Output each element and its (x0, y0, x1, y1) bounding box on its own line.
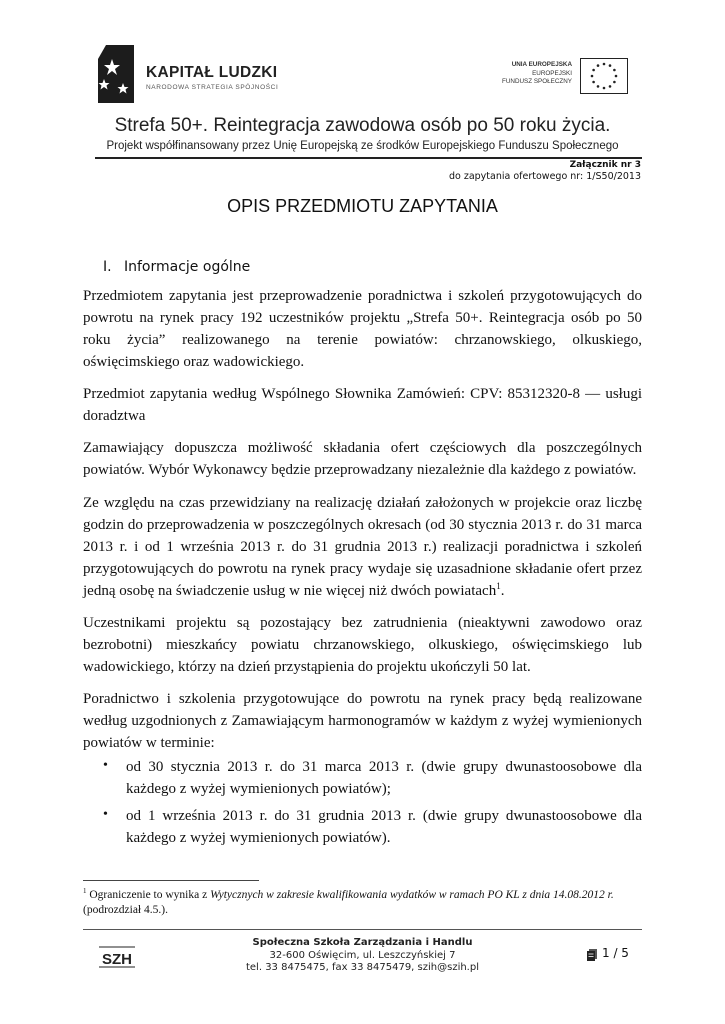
footnote-number: 1 (83, 887, 87, 895)
footnote (83, 884, 642, 918)
paragraph-participants: Uczestnikami projektu są pozostający bez zatrudnienia (nieaktywni zawodowo oraz bezrobotni) mieszkańcy powiatu chrzanowskiego, olkuskiego, oświęcimskiego lub wadowickiego, którzy na dzień przystąpienia do projektu ukończyli 50 lat. (83, 615, 642, 675)
document-title: OPIS PRZEDMIOTU ZAPYTANIA (227, 196, 498, 216)
page-number: 1 / 5 (602, 946, 629, 960)
eu-flag-icon (580, 58, 628, 94)
kapital-ludzki-title: KAPITAŁ LUDZKI (146, 64, 278, 81)
eu-line-3: FUNDUSZ SPOŁECZNY (502, 78, 572, 86)
bullet-icon: • (103, 807, 108, 822)
kapital-ludzki-subtitle: NARODOWA STRATEGIA SPÓJNOŚCI (146, 84, 279, 91)
footer-contact: tel. 33 8475475, fax 33 8475479, szih@szih.pl (245, 962, 479, 973)
bullet-item-2: od 1 września 2013 r. do 31 grudnia 2013 r. (dwie grupy dwunastoosobowe dla każdego z wyżej wymienionych powiatów). (126, 808, 642, 846)
header-divider (95, 157, 642, 159)
paragraph-timing-text: Ze względu na czas przewidziany na realizację działań założonych w projekcie oraz liczbę godzin do przeprowadzenia w poszczególnych okresach (od 30 stycznia 2013 r. do 31 marca 2013 r. i od 1 września 2013 r. do 31 grudnia 2013 r.) realizacji poradnictwa i szkoleń przygotowujących do powrotu na rynek pracy wydaje się uzasadnione składanie ofert przez jedną osobę na świadczenie usług w nie więcej niż dwóch powiatach (83, 495, 642, 599)
footnote-tail: (podrozdział 4.5.). (83, 903, 168, 916)
footnote-divider (83, 880, 259, 881)
footer-school-name: Społeczna Szkoła Zarządzania i Handlu (252, 937, 473, 948)
section-number: I. (103, 259, 112, 275)
bullet-icon: • (103, 758, 108, 773)
kapital-ludzki-logo (98, 45, 134, 103)
footnote-italic-text: Wytycznych w zakresie kwalifikowania wydatków w ramach PO KL z dnia 14.08.2012 r. (210, 888, 614, 901)
eu-line-2: EUROPEJSKI (532, 69, 572, 77)
section-title: Informacje ogólne (124, 259, 251, 275)
project-title: Strefa 50+. Reintegracja zawodowa osób po 50 roku życia. (114, 115, 611, 136)
paragraph-cpv: Przedmiot zapytania według Wspólnego Słownika Zamówień: CPV: 85312320-8 — usługi doradztwa (83, 386, 642, 424)
paragraph-partial-offers: Zamawiający dopuszcza możliwość składania ofert częściowych dla poszczególnych powiatów. Wybór Wykonawcy będzie przeprowadzany niezależnie dla każdego z powiatów. (83, 440, 642, 478)
footnote-reference[interactable]: 1 (496, 581, 501, 591)
footnote-text: Ograniczenie to wynika z (86, 888, 211, 901)
annex-label: Załącznik nr 3 (569, 160, 641, 170)
footer-divider (83, 929, 642, 930)
paragraph-schedule: Poradnictwo i szkolenia przygotowujące do powrotu na rynek pracy będą realizowane według uzgodnionych z Zamawiającym harmonogramów w każdym z wyżej wymienionych powiatów w terminie: (83, 691, 642, 751)
eu-line-1: UNIA EUROPEJSKA (511, 61, 572, 68)
bullet-item-1: od 30 stycznia 2013 r. do 31 marca 2013 r. (dwie grupy dwunastoosobowe dla każdego z wyżej wymienionych powiatów); (126, 759, 642, 797)
paragraph-timing: Ze względu na czas przewidziany na realizację działań założonych w projekcie oraz liczbę godzin do przeprowadzenia w poszczególnych okresach (od 30 stycznia 2013 r. do 31 marca 2013 r. i od 1 września 2013 r. do 31 grudnia 2013 r.) realizacji poradnictwa i szkoleń przygotowujących do powrotu na rynek pracy wydaje się uzasadnione składanie ofert przez jedną osobę na świadczenie usług w nie więcej niż dwóch powiatach$^1$. (83, 495, 642, 599)
eu-label (488, 61, 572, 87)
footer-address: 32-600 Oświęcim, ul. Leszczyńskiej 7 (269, 950, 456, 961)
page-stack-icon (587, 949, 597, 961)
szh-logo-text: SZH (102, 951, 132, 968)
paragraph-subject: Przedmiotem zapytania jest przeprowadzenie poradnictwa i szkoleń przygotowujących do powrotu na rynek pracy 192 uczestników projektu „Strefa 50+. Reintegracja osób po 50 roku życia” realizowanego na terenie powiatów: chrzanowskiego, olkuskiego, oświęcimskiego oraz wadowickiego. (83, 288, 642, 370)
inquiry-number: do zapytania ofertowego nr: 1/S50/2013 (448, 171, 641, 182)
project-subtitle: Projekt współfinansowany przez Unię Europejską ze środków Europejskiego Funduszu Społecznego (106, 140, 619, 152)
